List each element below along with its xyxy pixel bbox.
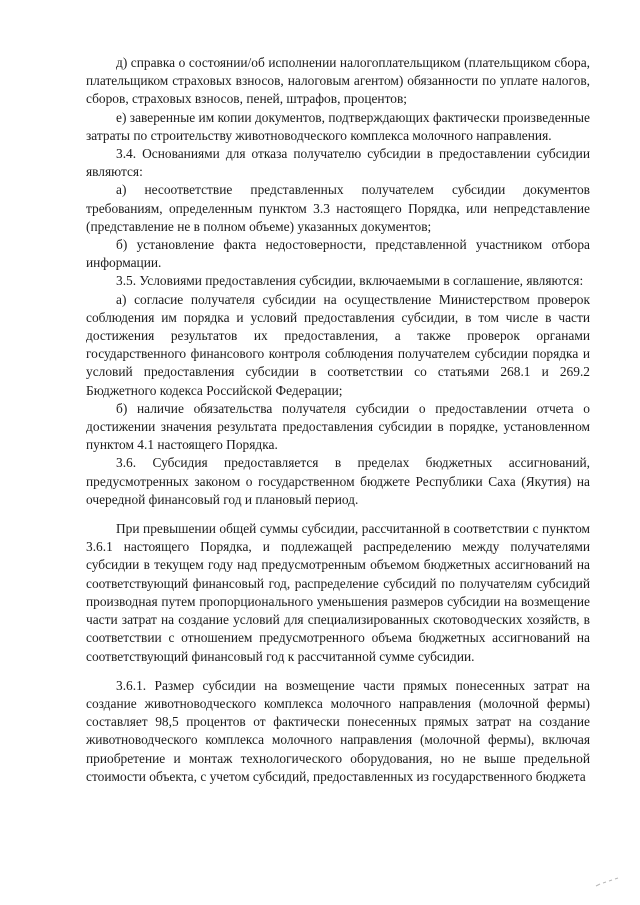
paragraph-3-4-a: а) несоответствие представленных получателем субсидии документов требованиям, определенным пунктом 3.3 настоящего Порядка, или непредставление (представление не в полном объеме) указанных документов; xyxy=(86,182,590,234)
scan-mark xyxy=(594,876,622,888)
paragraph-3-5: 3.5. Условиями предоставления субсидии, включаемыми в соглашение, являются: xyxy=(116,273,584,289)
paragraph-3-6-1: 3.6.1. Размер субсидии на возмещение части прямых понесенных затрат на создание животноводческого комплекса молочного направления (молочной фермы) составляет 98,5 процентов от фактически понесенных прямых затрат на создание животноводческого комплекса молочного направления (молочной фермы), включая приобретение и монтаж технологического оборудования, но не выше предельной стоимости объекта, с учетом субсидий, предоставленных из государственного бюджета xyxy=(86,677,590,784)
paragraph-3-4: 3.4. Основаниями для отказа получателю субсидии в предоставлении субсидии являются: xyxy=(86,146,590,180)
paragraph-3-5-b: б) наличие обязательства получателя субсидии о предоставлении отчета о достижении значения результата предоставления субсидии в порядке, установленном пунктом 4.1 настоящего Порядка. xyxy=(86,400,590,453)
paragraph-excess-subsidy: При превышении общей суммы субсидии, рассчитанной в соответствии с пунктом 3.6.1 настоящего Порядка, и подлежащей распределению между получателями субсидии в текущем году над предусмотренным объемом бюджетных ассигнований на соответствующий финансовый год, распределение субсидий по получателям субсидий производная путем пропорционального уменьшения размеров субсидии на возмещение части затрат на создание условий для специализированных скотоводческих хозяйств, в соответствии с отношением предусмотренного объема бюджетных ассигнований на соответствующий финансовый год к рассчитанной сумме субсидии. xyxy=(86,521,590,664)
paragraph-3-5-a: а) согласие получателя субсидии на осуществление Министерством проверок соблюдения им порядка и условий предоставления субсидии, в том числе в части достижения результатов их предоставления, а также проверок органами государственного финансового контроля соблюдения получателем субсидии порядка и условий предоставления субсидии в соответствии со статьями 268.1 и 269.2 Бюджетного кодекса Российской Федерации; xyxy=(86,291,590,398)
paragraph-3-4-b: б) установление факта недостоверности, представленной участником отбора информации. xyxy=(86,237,590,271)
paragraph-e-copies: е) заверенные им копии документов, подтверждающих фактически произведенные затраты по строительству животноводческого комплекса молочного направления. xyxy=(86,109,590,143)
paragraph-d-certificate: д) справка о состоянии/об исполнении налогоплательщиком (плательщиком сбора, плательщиком страховых взносов, налоговым агентом) обязанности по уплате налогов, сборов, страховых взносов, пеней, штрафов, процентов; xyxy=(86,55,590,107)
document-page xyxy=(86,54,590,786)
paragraph-3-6: 3.6. Субсидия предоставляется в пределах бюджетных ассигнований, предусмотренных законом о государственном бюджете Республики Саха (Якутия) на очередной финансовый год и плановый период. xyxy=(86,455,590,507)
